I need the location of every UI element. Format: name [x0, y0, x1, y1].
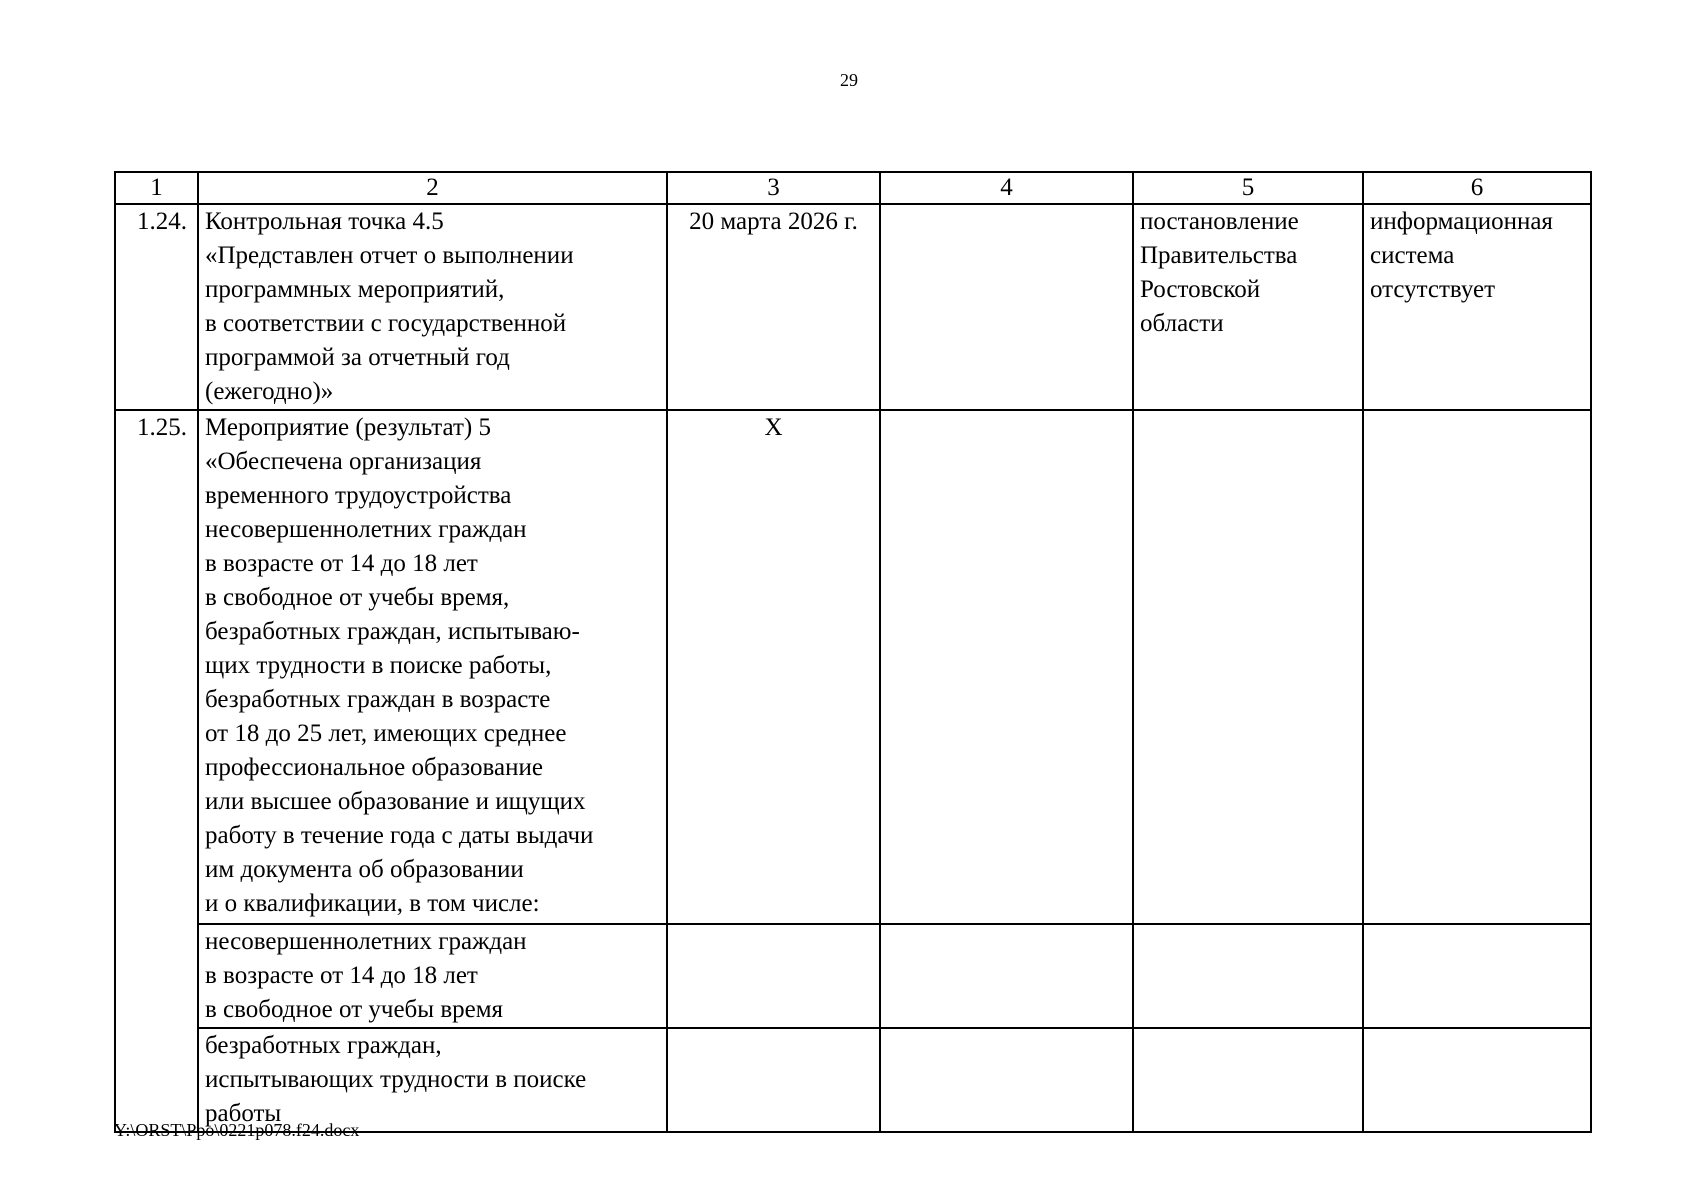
header-cell-6: 6	[1363, 172, 1591, 204]
table-header-row	[115, 172, 1591, 204]
row-number: 1.25.	[115, 410, 198, 1132]
table-subrow-minors	[115, 924, 1591, 1028]
subrow-col3	[667, 924, 880, 1028]
table-row-1-25	[115, 410, 1591, 924]
row-legal-basis	[1133, 410, 1363, 924]
header-cell-1: 1	[115, 172, 198, 204]
header-cell-5: 5	[1133, 172, 1363, 204]
subrow-description: безработных граждан, испытывающих трудности в поиске работы	[198, 1028, 667, 1132]
document-table	[114, 171, 1592, 1133]
row-number: 1.24.	[115, 204, 198, 410]
row-description: Контрольная точка 4.5 «Представлен отчет о выполнении программных мероприятий, в соответствии с государственной программой за отчетный год (ежегодно)»	[198, 204, 667, 410]
header-cell-3: 3	[667, 172, 880, 204]
subrow-col3	[667, 1028, 880, 1132]
row-legal-basis: постановление Правительства Ростовской области	[1133, 204, 1363, 410]
row-date: 20 марта 2026 г.	[667, 204, 880, 410]
header-cell-2: 2	[198, 172, 667, 204]
subrow-col4	[880, 924, 1133, 1028]
subrow-col6	[1363, 924, 1591, 1028]
row-date: Х	[667, 410, 880, 924]
subrow-col5	[1133, 1028, 1363, 1132]
row-col4	[880, 204, 1133, 410]
subrow-col6	[1363, 1028, 1591, 1132]
row-info-system	[1363, 410, 1591, 924]
row-info-system: информационная система отсутствует	[1363, 204, 1591, 410]
page-number: 29	[840, 70, 858, 90]
row-description: Мероприятие (результат) 5 «Обеспечена организация временного трудоустройства несовершеннолетних граждан в возрасте от 14 до 18 лет в свободное от учебы время, безработных граждан, испытываю- щих трудности в поиске работы, безработных граждан в возрасте от 18 до 25 лет, имеющих среднее профессиональное образование или высшее образование и ищущих работу в течение года с даты выдачи им документа об образовании и о квалификации, в том числе:	[198, 410, 667, 924]
footer-file-path: Y:\ORST\Ppo\0221p078.f24.docx	[114, 1120, 360, 1140]
subrow-col4	[880, 1028, 1133, 1132]
row-col4	[880, 410, 1133, 924]
subrow-col5	[1133, 924, 1363, 1028]
table-row-1-24	[115, 204, 1591, 410]
header-cell-4: 4	[880, 172, 1133, 204]
table-subrow-unemployed	[115, 1028, 1591, 1132]
subrow-description: несовершеннолетних граждан в возрасте от 14 до 18 лет в свободное от учебы время	[198, 924, 667, 1028]
